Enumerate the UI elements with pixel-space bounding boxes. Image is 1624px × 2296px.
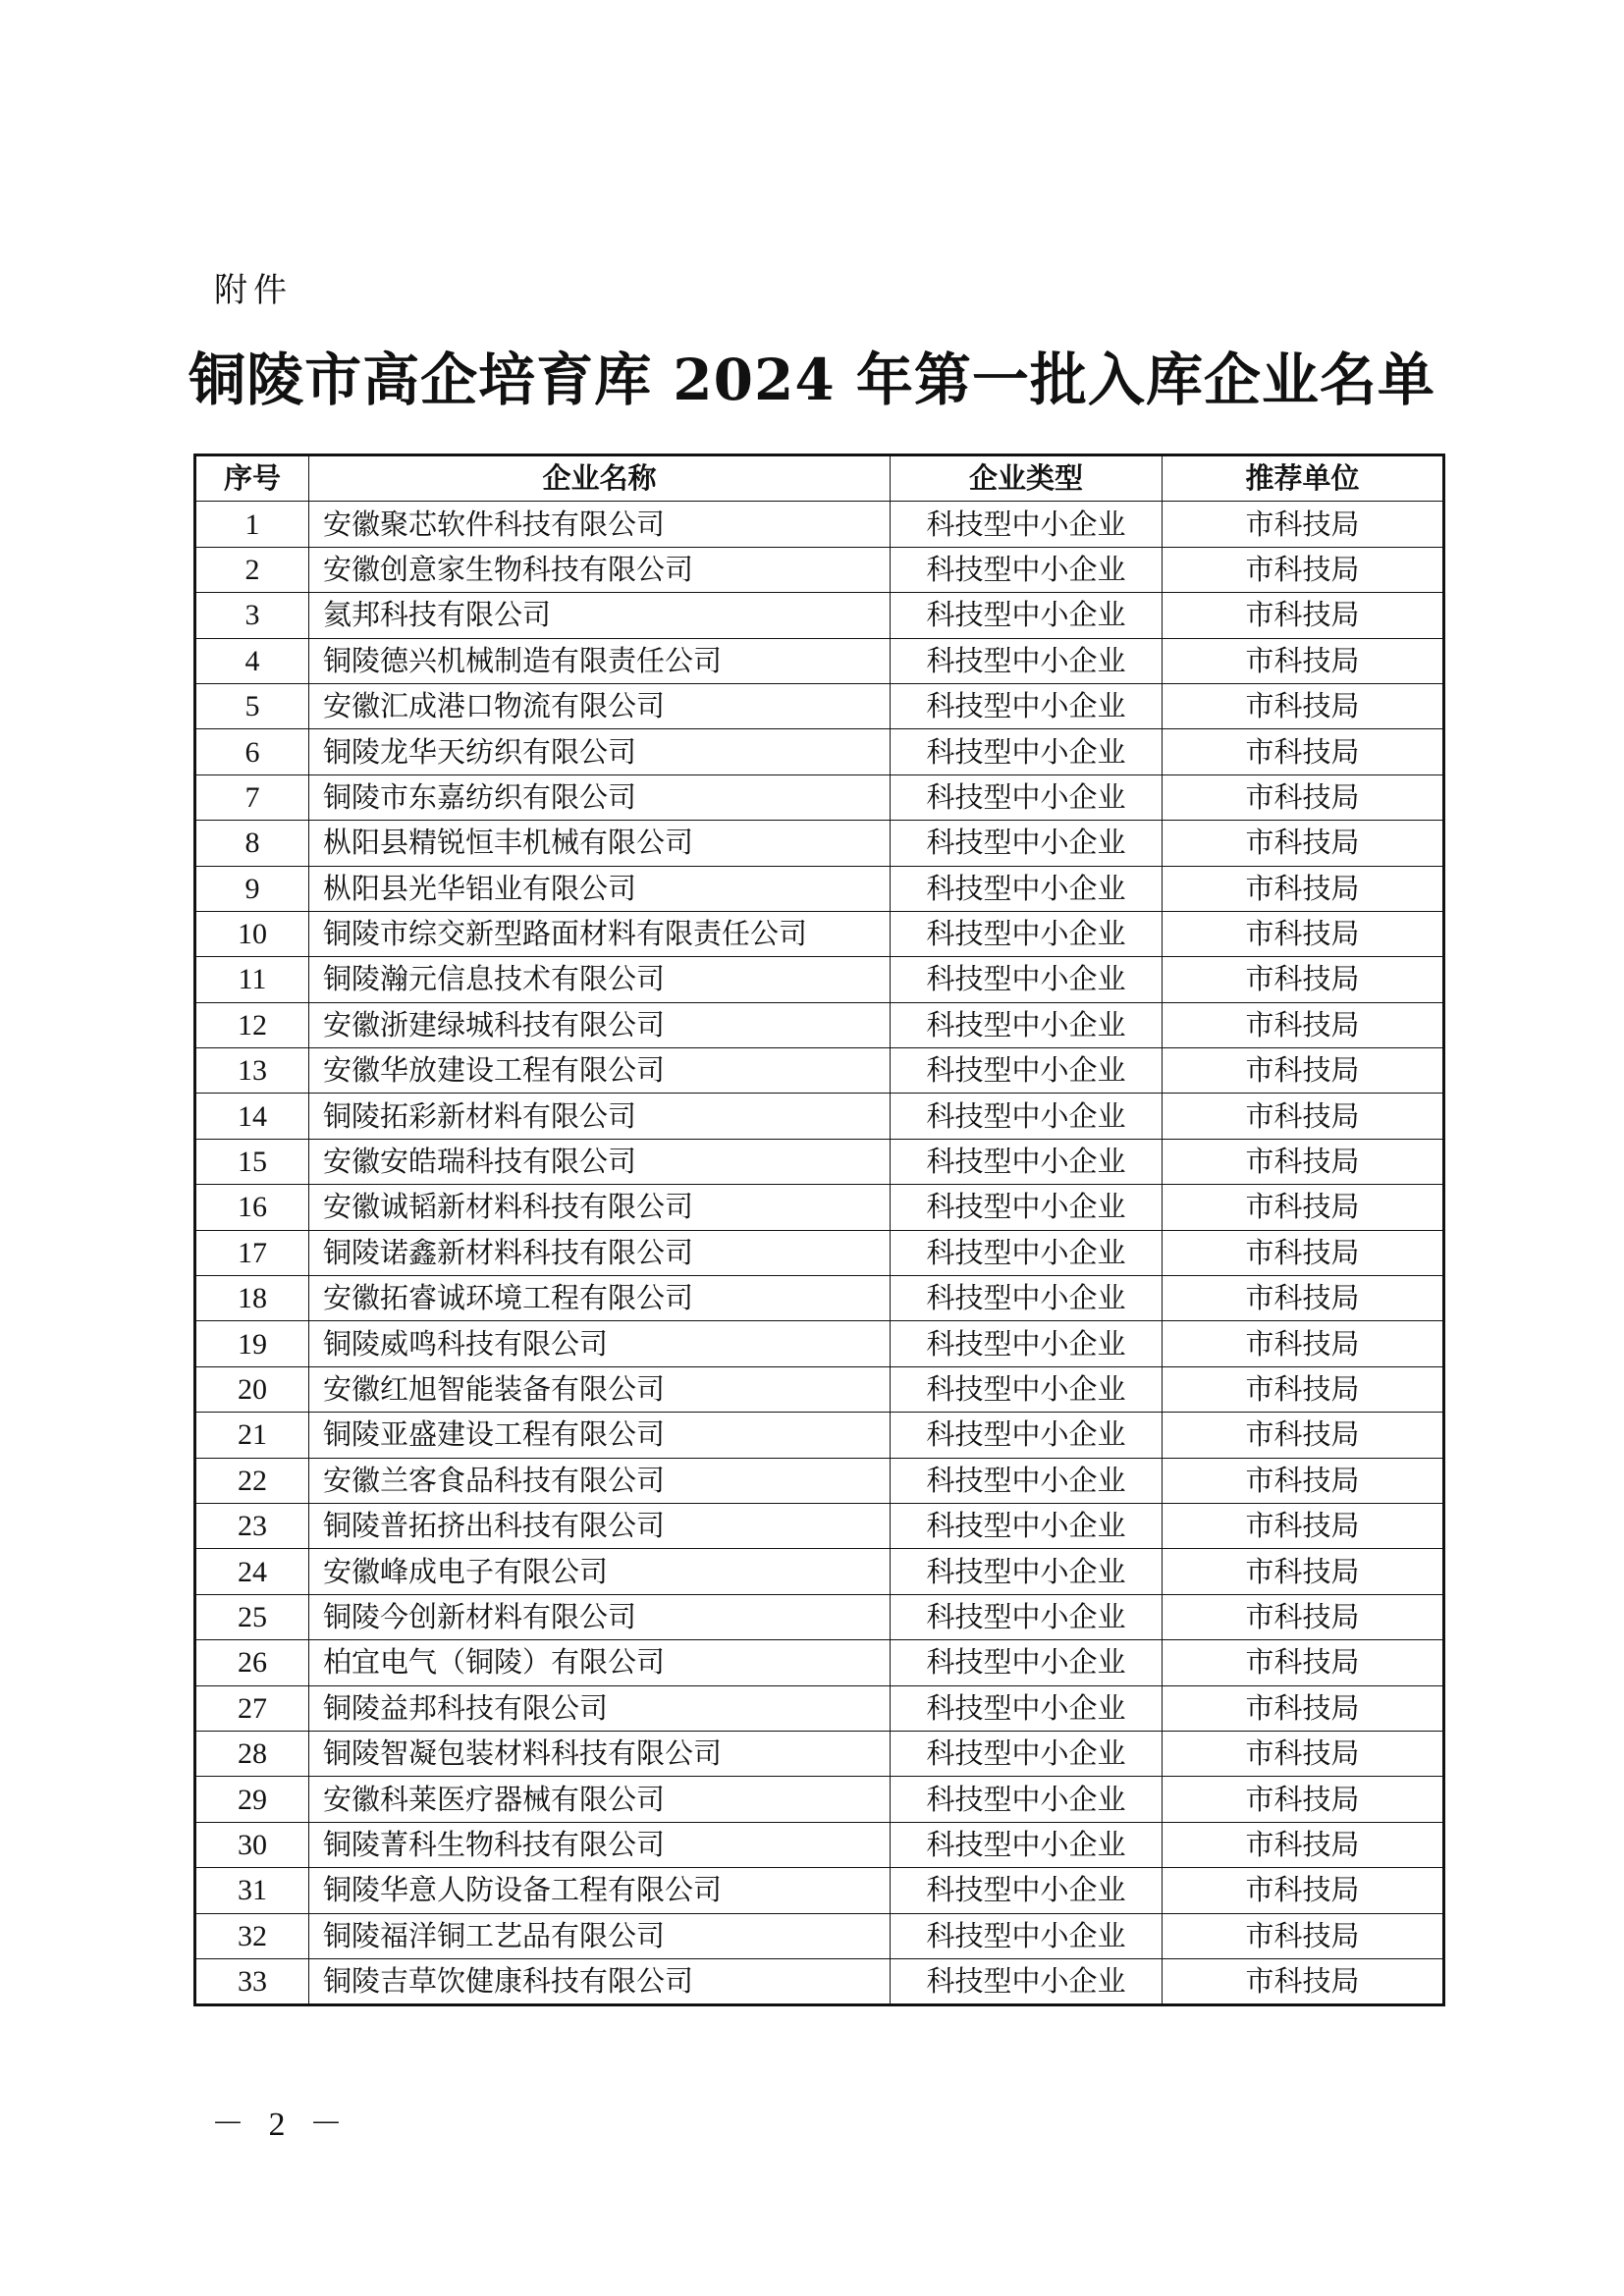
header-company-name: 企业名称 <box>309 455 891 502</box>
row-number: 13 <box>195 1048 309 1094</box>
row-number: 26 <box>195 1640 309 1685</box>
recommending-unit: 市科技局 <box>1163 1685 1444 1731</box>
table-row <box>195 1822 1444 1867</box>
table-header-row <box>195 455 1444 502</box>
company-type: 科技型中小企业 <box>891 1185 1163 1230</box>
row-number: 4 <box>195 638 309 683</box>
row-number: 15 <box>195 1139 309 1184</box>
recommending-unit: 市科技局 <box>1163 1048 1444 1094</box>
company-name: 安徽科莱医疗器械有限公司 <box>309 1777 891 1822</box>
recommending-unit: 市科技局 <box>1163 1321 1444 1366</box>
company-name: 安徽安皓瑞科技有限公司 <box>309 1139 891 1184</box>
company-name: 枞阳县光华铝业有限公司 <box>309 866 891 911</box>
company-type: 科技型中小企业 <box>891 1731 1163 1776</box>
company-type: 科技型中小企业 <box>891 866 1163 911</box>
company-type: 科技型中小企业 <box>891 502 1163 547</box>
row-number: 12 <box>195 1002 309 1047</box>
header-number: 序号 <box>195 455 309 502</box>
row-number: 11 <box>195 957 309 1002</box>
company-name: 安徽浙建绿城科技有限公司 <box>309 1002 891 1047</box>
company-name: 铜陵市东嘉纺织有限公司 <box>309 774 891 820</box>
row-number: 31 <box>195 1868 309 1913</box>
recommending-unit: 市科技局 <box>1163 1139 1444 1184</box>
recommending-unit: 市科技局 <box>1163 1822 1444 1867</box>
table-row <box>195 1731 1444 1776</box>
company-name: 铜陵龙华天纺织有限公司 <box>309 729 891 774</box>
recommending-unit: 市科技局 <box>1163 502 1444 547</box>
document-title: 铜陵市高企培育库 2024 年第一批入库企业名单 <box>189 347 1435 413</box>
table-row <box>195 1002 1444 1047</box>
company-type: 科技型中小企业 <box>891 957 1163 1002</box>
company-name: 铜陵菁科生物科技有限公司 <box>309 1822 891 1867</box>
row-number: 33 <box>195 1958 309 2004</box>
company-type: 科技型中小企业 <box>891 1094 1163 1139</box>
company-name: 安徽诚韬新材料科技有限公司 <box>309 1185 891 1230</box>
recommending-unit: 市科技局 <box>1163 683 1444 728</box>
recommending-unit: 市科技局 <box>1163 1185 1444 1230</box>
table-row <box>195 1276 1444 1321</box>
recommending-unit: 市科技局 <box>1163 1868 1444 1913</box>
company-name: 铜陵益邦科技有限公司 <box>309 1685 891 1731</box>
company-name: 柏宜电气（铜陵）有限公司 <box>309 1640 891 1685</box>
company-name: 铜陵诺鑫新材料科技有限公司 <box>309 1230 891 1275</box>
company-type: 科技型中小企业 <box>891 1230 1163 1275</box>
table-row <box>195 1503 1444 1548</box>
row-number: 19 <box>195 1321 309 1366</box>
header-recommending-unit: 推荐单位 <box>1163 455 1444 502</box>
recommending-unit: 市科技局 <box>1163 1276 1444 1321</box>
row-number: 25 <box>195 1594 309 1639</box>
table-row <box>195 502 1444 547</box>
company-name: 安徽汇成港口物流有限公司 <box>309 683 891 728</box>
table-row <box>195 774 1444 820</box>
company-name: 铜陵智凝包装材料科技有限公司 <box>309 1731 891 1776</box>
row-number: 2 <box>195 547 309 592</box>
table-row <box>195 1685 1444 1731</box>
table-row <box>195 821 1444 866</box>
recommending-unit: 市科技局 <box>1163 957 1444 1002</box>
row-number: 5 <box>195 683 309 728</box>
company-name: 氦邦科技有限公司 <box>309 593 891 638</box>
table-row <box>195 1413 1444 1458</box>
recommending-unit: 市科技局 <box>1163 547 1444 592</box>
company-name: 安徽聚芯软件科技有限公司 <box>309 502 891 547</box>
recommending-unit: 市科技局 <box>1163 1366 1444 1412</box>
row-number: 3 <box>195 593 309 638</box>
row-number: 16 <box>195 1185 309 1230</box>
table-row <box>195 1594 1444 1639</box>
table-row <box>195 683 1444 728</box>
company-name: 安徽兰客食品科技有限公司 <box>309 1458 891 1503</box>
company-name: 安徽红旭智能装备有限公司 <box>309 1366 891 1412</box>
page-number: － 2 － <box>211 2107 351 2143</box>
recommending-unit: 市科技局 <box>1163 1549 1444 1594</box>
table-row <box>195 729 1444 774</box>
company-name: 铜陵福洋铜工艺品有限公司 <box>309 1913 891 1958</box>
company-type: 科技型中小企业 <box>891 1276 1163 1321</box>
recommending-unit: 市科技局 <box>1163 1958 1444 2004</box>
recommending-unit: 市科技局 <box>1163 1503 1444 1548</box>
company-type: 科技型中小企业 <box>891 593 1163 638</box>
company-name: 铜陵普拓挤出科技有限公司 <box>309 1503 891 1548</box>
table-row <box>195 1185 1444 1230</box>
table-row <box>195 957 1444 1002</box>
company-type: 科技型中小企业 <box>891 1913 1163 1958</box>
company-type: 科技型中小企业 <box>891 1640 1163 1685</box>
company-name: 安徽华放建设工程有限公司 <box>309 1048 891 1094</box>
row-number: 14 <box>195 1094 309 1139</box>
company-type: 科技型中小企业 <box>891 638 1163 683</box>
company-type: 科技型中小企业 <box>891 1958 1163 2004</box>
company-type: 科技型中小企业 <box>891 1366 1163 1412</box>
table-body <box>195 502 1444 2005</box>
company-type: 科技型中小企业 <box>891 911 1163 956</box>
company-name: 铜陵今创新材料有限公司 <box>309 1594 891 1639</box>
company-name: 安徽创意家生物科技有限公司 <box>309 547 891 592</box>
recommending-unit: 市科技局 <box>1163 1094 1444 1139</box>
company-name: 枞阳县精锐恒丰机械有限公司 <box>309 821 891 866</box>
row-number: 10 <box>195 911 309 956</box>
company-type: 科技型中小企业 <box>891 774 1163 820</box>
row-number: 24 <box>195 1549 309 1594</box>
recommending-unit: 市科技局 <box>1163 911 1444 956</box>
company-name: 安徽峰成电子有限公司 <box>309 1549 891 1594</box>
row-number: 20 <box>195 1366 309 1412</box>
company-name: 铜陵威鸣科技有限公司 <box>309 1321 891 1366</box>
table-row <box>195 1640 1444 1685</box>
row-number: 21 <box>195 1413 309 1458</box>
row-number: 1 <box>195 502 309 547</box>
company-type: 科技型中小企业 <box>891 1594 1163 1639</box>
company-list-table <box>193 454 1445 2006</box>
recommending-unit: 市科技局 <box>1163 1230 1444 1275</box>
row-number: 29 <box>195 1777 309 1822</box>
company-type: 科技型中小企业 <box>891 1868 1163 1913</box>
row-number: 27 <box>195 1685 309 1731</box>
table-row <box>195 911 1444 956</box>
table-row <box>195 1094 1444 1139</box>
attachment-label: 附件 <box>214 271 293 310</box>
row-number: 7 <box>195 774 309 820</box>
table-row <box>195 1230 1444 1275</box>
table-row <box>195 547 1444 592</box>
table-row <box>195 1366 1444 1412</box>
table-row <box>195 1958 1444 2004</box>
recommending-unit: 市科技局 <box>1163 1594 1444 1639</box>
company-type: 科技型中小企业 <box>891 1685 1163 1731</box>
company-name: 铜陵市综交新型路面材料有限责任公司 <box>309 911 891 956</box>
row-number: 18 <box>195 1276 309 1321</box>
row-number: 17 <box>195 1230 309 1275</box>
recommending-unit: 市科技局 <box>1163 1777 1444 1822</box>
table-row <box>195 1048 1444 1094</box>
recommending-unit: 市科技局 <box>1163 1002 1444 1047</box>
header-company-type: 企业类型 <box>891 455 1163 502</box>
company-name: 铜陵瀚元信息技术有限公司 <box>309 957 891 1002</box>
recommending-unit: 市科技局 <box>1163 638 1444 683</box>
recommending-unit: 市科技局 <box>1163 1413 1444 1458</box>
company-name: 安徽拓睿诚环境工程有限公司 <box>309 1276 891 1321</box>
recommending-unit: 市科技局 <box>1163 821 1444 866</box>
company-type: 科技型中小企业 <box>891 683 1163 728</box>
company-type: 科技型中小企业 <box>891 821 1163 866</box>
company-name: 铜陵吉草饮健康科技有限公司 <box>309 1958 891 2004</box>
company-type: 科技型中小企业 <box>891 1321 1163 1366</box>
table-row <box>195 1777 1444 1822</box>
table-row <box>195 1458 1444 1503</box>
recommending-unit: 市科技局 <box>1163 593 1444 638</box>
company-type: 科技型中小企业 <box>891 1002 1163 1047</box>
recommending-unit: 市科技局 <box>1163 774 1444 820</box>
table-row <box>195 638 1444 683</box>
company-type: 科技型中小企业 <box>891 1139 1163 1184</box>
company-type: 科技型中小企业 <box>891 547 1163 592</box>
row-number: 6 <box>195 729 309 774</box>
recommending-unit: 市科技局 <box>1163 1458 1444 1503</box>
company-type: 科技型中小企业 <box>891 729 1163 774</box>
recommending-unit: 市科技局 <box>1163 729 1444 774</box>
row-number: 23 <box>195 1503 309 1548</box>
table-row <box>195 1139 1444 1184</box>
recommending-unit: 市科技局 <box>1163 1913 1444 1958</box>
company-name: 铜陵亚盛建设工程有限公司 <box>309 1413 891 1458</box>
table-row <box>195 1549 1444 1594</box>
company-type: 科技型中小企业 <box>891 1413 1163 1458</box>
table-row <box>195 1321 1444 1366</box>
row-number: 28 <box>195 1731 309 1776</box>
company-type: 科技型中小企业 <box>891 1777 1163 1822</box>
table-row <box>195 593 1444 638</box>
recommending-unit: 市科技局 <box>1163 866 1444 911</box>
table-row <box>195 1868 1444 1913</box>
company-type: 科技型中小企业 <box>891 1822 1163 1867</box>
company-type: 科技型中小企业 <box>891 1549 1163 1594</box>
company-type: 科技型中小企业 <box>891 1048 1163 1094</box>
company-name: 铜陵华意人防设备工程有限公司 <box>309 1868 891 1913</box>
row-number: 8 <box>195 821 309 866</box>
table-row <box>195 866 1444 911</box>
row-number: 30 <box>195 1822 309 1867</box>
company-name: 铜陵拓彩新材料有限公司 <box>309 1094 891 1139</box>
company-type: 科技型中小企业 <box>891 1503 1163 1548</box>
row-number: 9 <box>195 866 309 911</box>
recommending-unit: 市科技局 <box>1163 1640 1444 1685</box>
recommending-unit: 市科技局 <box>1163 1731 1444 1776</box>
company-name: 铜陵德兴机械制造有限责任公司 <box>309 638 891 683</box>
company-type: 科技型中小企业 <box>891 1458 1163 1503</box>
row-number: 32 <box>195 1913 309 1958</box>
row-number: 22 <box>195 1458 309 1503</box>
table-row <box>195 1913 1444 1958</box>
